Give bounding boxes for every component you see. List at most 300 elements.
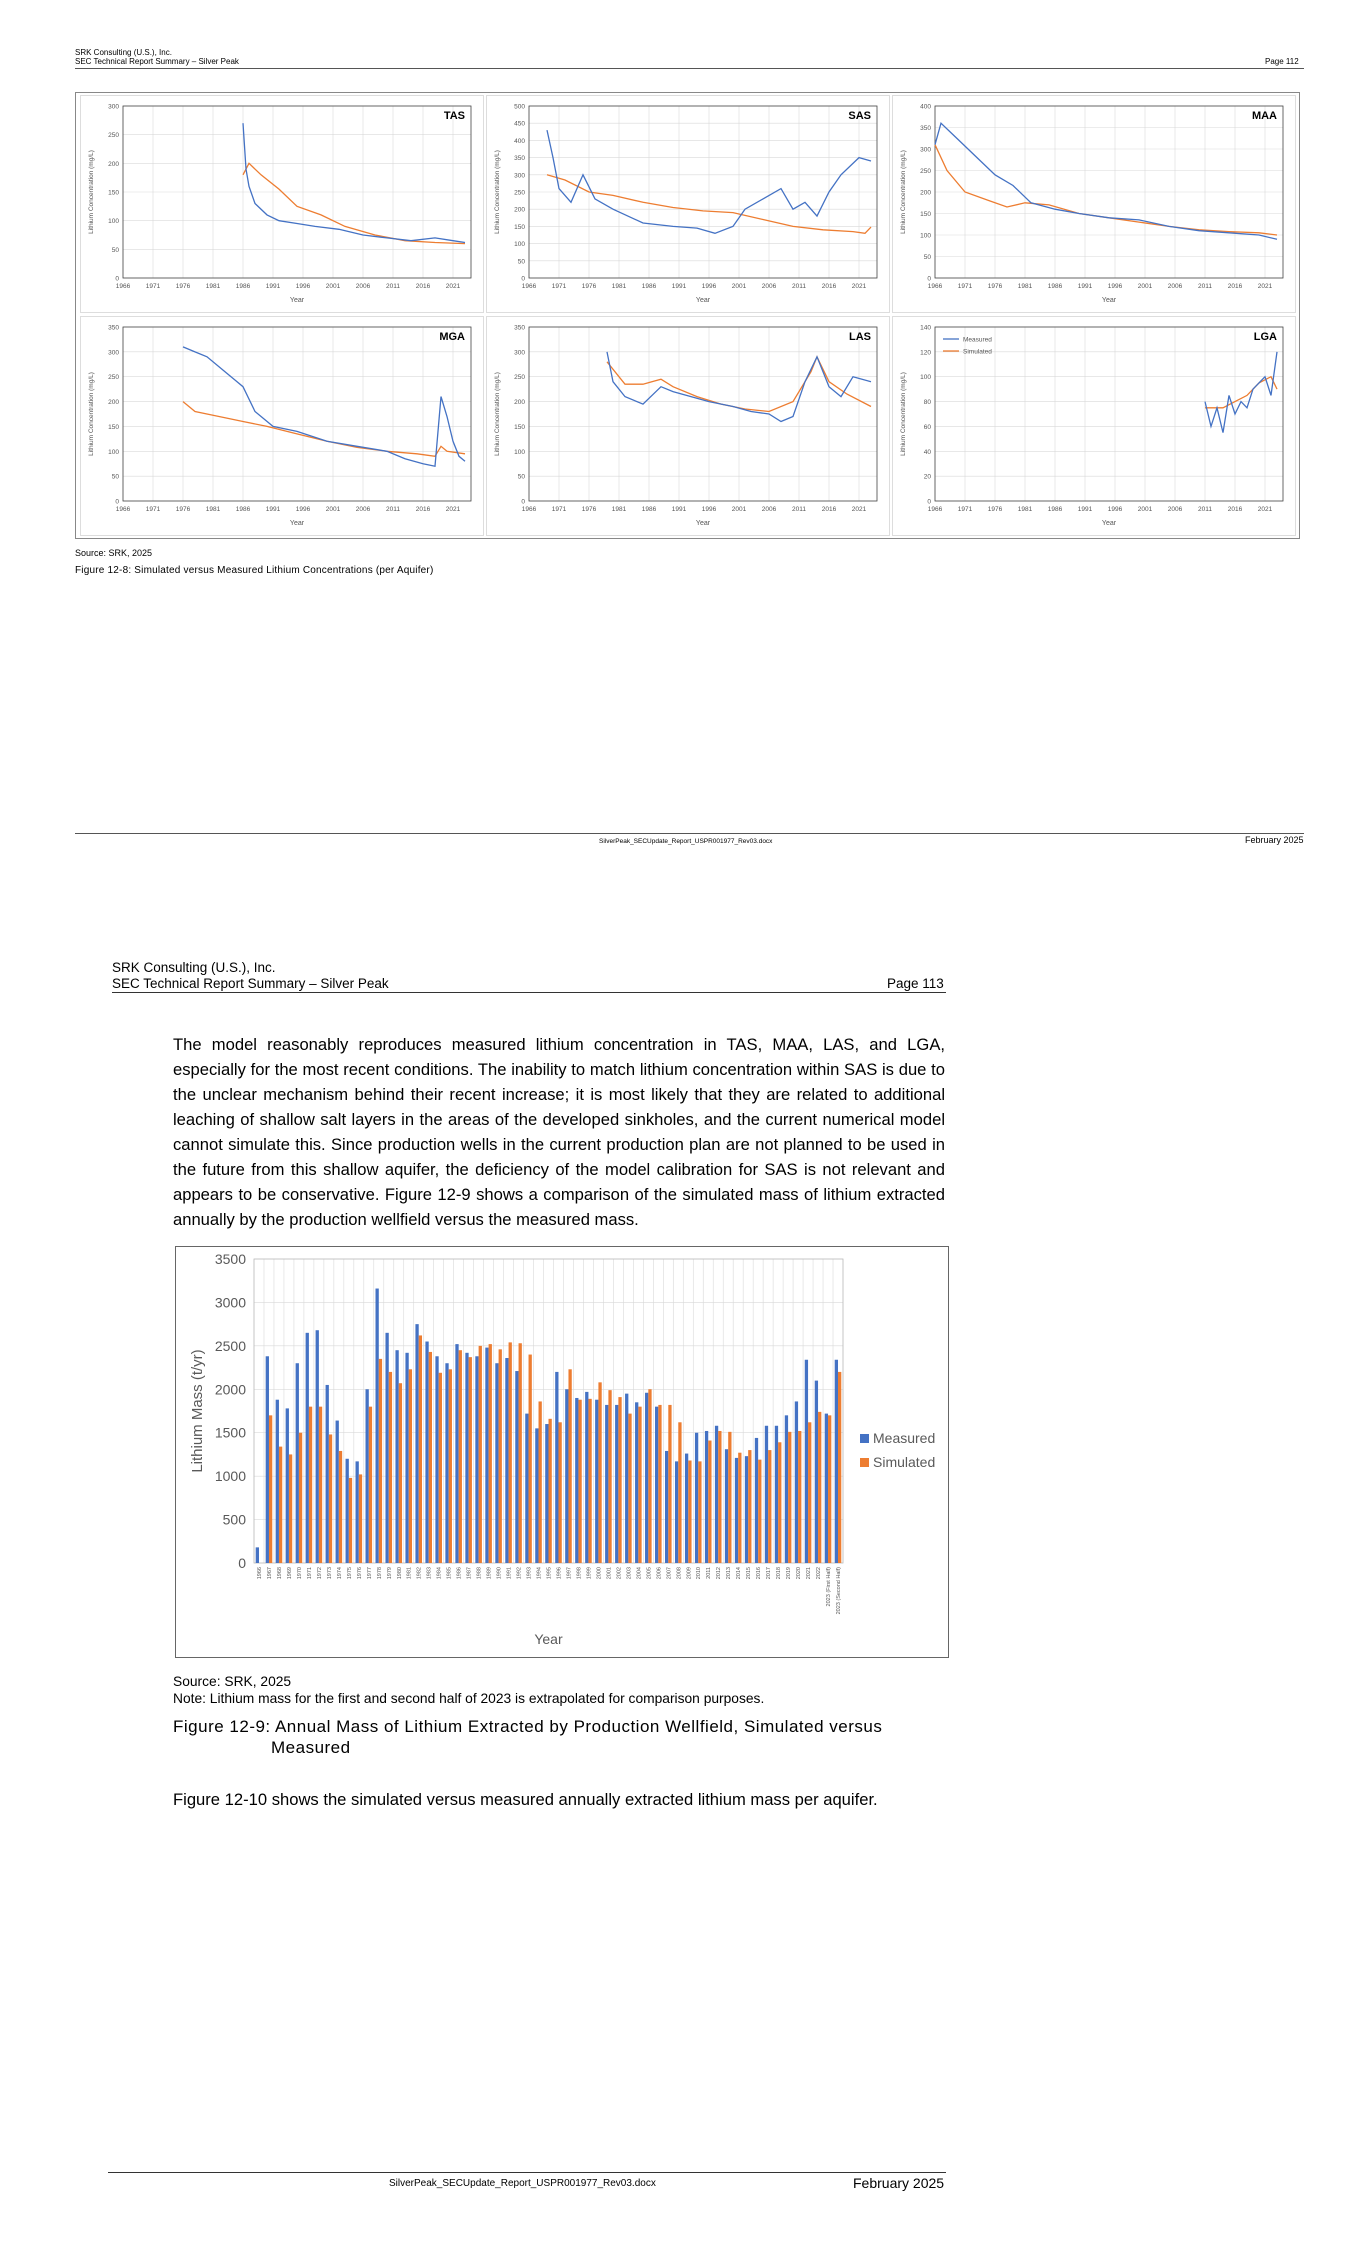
bar-simulated bbox=[479, 1346, 482, 1563]
y-tick-label: 80 bbox=[923, 399, 931, 407]
bar-simulated bbox=[409, 1369, 412, 1563]
bar-simulated bbox=[558, 1422, 561, 1563]
legend-measured-label: Measured bbox=[873, 1430, 936, 1446]
x-tick-label: 2021 bbox=[806, 1567, 813, 1580]
x-tick-label: 1970 bbox=[296, 1567, 303, 1580]
x-tick-label: 2021 bbox=[1257, 506, 1273, 513]
bar-measured bbox=[665, 1451, 668, 1563]
x-tick-label: 2009 bbox=[686, 1567, 693, 1580]
plot-frame bbox=[529, 327, 877, 501]
x-tick-label: 2011 bbox=[386, 283, 400, 290]
y-tick-label: 150 bbox=[514, 423, 525, 431]
x-tick-label: 1971 bbox=[957, 283, 973, 290]
bar-measured bbox=[346, 1459, 349, 1563]
bar-measured bbox=[475, 1356, 478, 1563]
x-tick-label: 1966 bbox=[115, 506, 131, 513]
x-tick-label: 2001 bbox=[731, 506, 747, 513]
y-tick-label: 50 bbox=[517, 473, 525, 481]
p1-header-report: SEC Technical Report Summary – Silver Peak bbox=[75, 57, 239, 66]
panel-maa-chart bbox=[893, 96, 1295, 312]
bar-simulated bbox=[788, 1432, 791, 1563]
bar-measured bbox=[825, 1414, 828, 1563]
bar-measured bbox=[535, 1428, 538, 1563]
simulated-series-line bbox=[935, 145, 1277, 235]
x-tick-label: 1995 bbox=[546, 1567, 553, 1580]
panel-title: MAA bbox=[1251, 110, 1277, 122]
x-tick-label: 1990 bbox=[496, 1567, 503, 1580]
bar-simulated bbox=[339, 1451, 342, 1563]
legend-simulated-label: Simulated bbox=[873, 1454, 936, 1470]
x-tick-label: 2001 bbox=[1137, 283, 1153, 290]
bar-measured bbox=[605, 1405, 608, 1563]
y-tick-label: 0 bbox=[115, 275, 119, 283]
x-axis-label: Year bbox=[695, 520, 711, 527]
bar-simulated bbox=[469, 1357, 472, 1563]
x-tick-label: 2012 bbox=[716, 1567, 723, 1580]
x-tick-label: 2011 bbox=[706, 1567, 713, 1579]
y-tick-label: 400 bbox=[514, 137, 525, 145]
y-tick-label: 100 bbox=[108, 218, 119, 226]
x-tick-label: 2008 bbox=[676, 1567, 683, 1580]
x-tick-label: 2005 bbox=[646, 1567, 653, 1580]
x-tick-label: 1991 bbox=[265, 506, 281, 513]
x-tick-label: 1991 bbox=[265, 283, 281, 290]
bar-simulated bbox=[718, 1431, 721, 1563]
bar-measured bbox=[316, 1330, 319, 1563]
bar-simulated bbox=[618, 1397, 621, 1563]
y-tick-label: 500 bbox=[514, 103, 525, 111]
x-tick-label: 1996 bbox=[701, 283, 717, 290]
bar-simulated bbox=[299, 1433, 302, 1563]
x-tick-label: 1986 bbox=[235, 506, 251, 513]
y-tick-label: 150 bbox=[108, 189, 119, 197]
y-tick-label: 450 bbox=[514, 120, 525, 128]
x-tick-label: 2011 bbox=[792, 506, 806, 513]
y-tick-label: 150 bbox=[920, 211, 931, 218]
bar-measured bbox=[835, 1360, 838, 1563]
bar-measured bbox=[405, 1353, 408, 1563]
bar-simulated bbox=[798, 1431, 801, 1563]
figure-12-8 bbox=[75, 92, 1300, 539]
y-tick-label: 250 bbox=[514, 374, 525, 382]
bar-measured bbox=[705, 1431, 708, 1563]
y-tick-label: 50 bbox=[517, 258, 525, 266]
x-tick-label: 2001 bbox=[1137, 506, 1153, 513]
bar-simulated bbox=[369, 1407, 372, 1563]
x-tick-label: 1987 bbox=[466, 1567, 473, 1580]
y-tick-label: 40 bbox=[923, 448, 931, 456]
x-tick-label: 1993 bbox=[526, 1567, 533, 1580]
x-tick-label: 1981 bbox=[611, 506, 627, 513]
x-axis-label: Year bbox=[695, 297, 711, 304]
bar-simulated bbox=[658, 1405, 661, 1563]
y-tick-label: 2000 bbox=[214, 1381, 246, 1398]
bar-measured bbox=[505, 1358, 508, 1563]
bar-measured bbox=[415, 1324, 418, 1563]
x-tick-label: 1971 bbox=[551, 283, 567, 290]
bar-measured bbox=[755, 1438, 758, 1563]
x-tick-label: 1981 bbox=[406, 1567, 413, 1580]
bar-simulated bbox=[459, 1350, 462, 1563]
bar-simulated bbox=[728, 1432, 731, 1563]
p2-footer-date: February 2025 bbox=[853, 2175, 945, 2191]
legend-measured-swatch bbox=[860, 1434, 869, 1443]
y-tick-label: 350 bbox=[920, 125, 931, 132]
bar-measured bbox=[465, 1353, 468, 1563]
bar-simulated bbox=[319, 1407, 322, 1563]
x-tick-label: 2001 bbox=[606, 1567, 613, 1580]
x-tick-label: 1978 bbox=[376, 1567, 383, 1580]
bar-measured bbox=[585, 1392, 588, 1563]
bar-measured bbox=[425, 1342, 428, 1563]
x-tick-label: 2014 bbox=[736, 1567, 743, 1580]
x-tick-label: 1976 bbox=[356, 1567, 363, 1580]
bar-measured bbox=[595, 1400, 598, 1563]
bar-measured bbox=[256, 1547, 259, 1563]
y-tick-label: 300 bbox=[108, 349, 119, 357]
y-tick-label: 100 bbox=[514, 448, 525, 456]
y-tick-label: 100 bbox=[920, 232, 931, 240]
bar-simulated bbox=[489, 1344, 492, 1563]
x-tick-label: 2022 bbox=[816, 1567, 823, 1580]
bar-measured bbox=[735, 1458, 738, 1563]
bar-simulated bbox=[509, 1342, 512, 1563]
bar-measured bbox=[276, 1400, 279, 1563]
x-tick-label: 2006 bbox=[355, 506, 371, 513]
p2-footer-rule bbox=[108, 2172, 946, 2173]
y-tick-label: 350 bbox=[514, 155, 525, 163]
bar-simulated bbox=[269, 1415, 272, 1563]
x-tick-label: 1982 bbox=[416, 1567, 423, 1580]
x-tick-label: 1976 bbox=[581, 506, 597, 513]
bar-simulated bbox=[698, 1461, 701, 1563]
y-tick-label: 60 bbox=[923, 423, 931, 431]
panel-title: SAS bbox=[848, 110, 871, 122]
bar-measured bbox=[495, 1363, 498, 1563]
x-tick-label: 1966 bbox=[115, 283, 131, 290]
x-tick-label: 2021 bbox=[851, 283, 867, 290]
panel-tas bbox=[80, 95, 484, 313]
x-tick-label: 1991 bbox=[506, 1567, 513, 1580]
y-tick-label: 300 bbox=[108, 103, 119, 111]
bar-measured bbox=[815, 1381, 818, 1563]
x-tick-label: 1974 bbox=[336, 1567, 343, 1580]
y-tick-label: 0 bbox=[927, 498, 931, 506]
x-tick-label: 2023 (First Half) bbox=[826, 1567, 833, 1607]
x-tick-label: 2023 (Second Half) bbox=[836, 1567, 843, 1615]
bar-measured bbox=[655, 1407, 658, 1563]
p2-source: Source: SRK, 2025 bbox=[173, 1674, 292, 1689]
bar-measured bbox=[525, 1414, 528, 1563]
bar-measured bbox=[395, 1350, 398, 1563]
x-tick-label: 2021 bbox=[851, 506, 867, 513]
bar-simulated bbox=[359, 1474, 362, 1563]
bar-simulated bbox=[808, 1422, 811, 1563]
p2-caption-line2: Measured bbox=[271, 1738, 351, 1757]
bar-measured bbox=[785, 1415, 788, 1563]
x-tick-label: 1996 bbox=[1107, 283, 1123, 290]
plot-frame bbox=[123, 327, 471, 501]
y-axis-label: Lithium Concentration (mg/L) bbox=[900, 150, 907, 234]
bar-measured bbox=[615, 1405, 618, 1563]
y-tick-label: 250 bbox=[108, 374, 119, 382]
bar-simulated bbox=[349, 1478, 352, 1563]
p2-header-report: SEC Technical Report Summary – Silver Peak bbox=[112, 976, 389, 991]
x-tick-label: 1985 bbox=[446, 1567, 453, 1580]
x-tick-label: 1981 bbox=[205, 506, 221, 513]
x-tick-label: 2011 bbox=[1198, 506, 1212, 513]
bar-simulated bbox=[419, 1335, 422, 1563]
x-tick-label: 2017 bbox=[766, 1567, 773, 1580]
y-tick-label: 300 bbox=[514, 172, 525, 180]
bar-measured bbox=[485, 1348, 488, 1563]
y-tick-label: 50 bbox=[111, 473, 119, 481]
bar-measured bbox=[336, 1421, 339, 1563]
y-tick-label: 350 bbox=[514, 324, 525, 332]
y-axis-label: Lithium Concentration (mg/L) bbox=[494, 372, 501, 456]
x-tick-label: 1966 bbox=[927, 506, 943, 513]
x-tick-label: 1967 bbox=[266, 1567, 273, 1580]
x-tick-label: 1991 bbox=[1077, 506, 1093, 513]
bar-simulated bbox=[279, 1447, 282, 1563]
x-tick-label: 2020 bbox=[796, 1567, 803, 1580]
x-tick-label: 1966 bbox=[256, 1567, 263, 1580]
x-tick-label: 2016 bbox=[1227, 506, 1243, 513]
y-tick-label: 0 bbox=[115, 498, 119, 506]
measured-series-line bbox=[243, 123, 465, 242]
x-tick-label: 2016 bbox=[415, 506, 431, 513]
x-tick-label: 2001 bbox=[325, 283, 341, 290]
x-tick-label: 1997 bbox=[566, 1567, 573, 1580]
bar-measured bbox=[685, 1454, 688, 1563]
y-tick-label: 0 bbox=[521, 275, 525, 283]
y-tick-label: 200 bbox=[920, 189, 931, 197]
x-tick-label: 2003 bbox=[626, 1567, 633, 1580]
x-axis-label: Year bbox=[534, 1631, 563, 1647]
y-tick-label: 120 bbox=[920, 349, 931, 357]
x-tick-label: 1986 bbox=[456, 1567, 463, 1580]
measured-series-line bbox=[1205, 352, 1277, 433]
x-tick-label: 2021 bbox=[1257, 283, 1273, 290]
panel-sas bbox=[486, 95, 890, 313]
x-tick-label: 1966 bbox=[521, 506, 537, 513]
p2-paragraph-2: Figure 12-10 shows the simulated versus measured annually extracted lithium mass per aquifer. bbox=[173, 1790, 878, 1809]
p2-note: Note: Lithium mass for the first and second half of 2023 is extrapolated for comparison purposes. bbox=[173, 1691, 765, 1706]
x-tick-label: 2001 bbox=[325, 506, 341, 513]
p1-footer-rule bbox=[75, 833, 1304, 834]
y-tick-label: 400 bbox=[920, 103, 931, 111]
x-tick-label: 2016 bbox=[821, 506, 837, 513]
bar-simulated bbox=[818, 1412, 821, 1563]
bar-simulated bbox=[688, 1461, 691, 1563]
y-tick-label: 500 bbox=[222, 1511, 246, 1528]
y-tick-label: 200 bbox=[108, 399, 119, 407]
y-tick-label: 300 bbox=[920, 146, 931, 154]
bar-measured bbox=[366, 1389, 369, 1563]
x-tick-label: 1996 bbox=[1107, 506, 1123, 513]
y-tick-label: 0 bbox=[927, 275, 931, 283]
bar-measured bbox=[635, 1402, 638, 1563]
panel-mga-chart bbox=[81, 317, 483, 535]
bar-measured bbox=[435, 1356, 438, 1563]
y-axis-label: Lithium Concentration (mg/L) bbox=[88, 372, 95, 456]
bar-measured bbox=[775, 1426, 778, 1563]
x-tick-label: 1986 bbox=[1047, 506, 1063, 513]
p1-caption: Figure 12-8: Simulated versus Measured Lithium Concentrations (per Aquifer) bbox=[75, 565, 434, 576]
x-tick-label: 2011 bbox=[386, 506, 400, 513]
bar-simulated bbox=[708, 1441, 711, 1563]
panel-title: MGA bbox=[439, 331, 465, 343]
bar-measured bbox=[695, 1433, 698, 1563]
y-tick-label: 150 bbox=[514, 223, 525, 231]
p2-caption-line1: Figure 12-9: Annual Mass of Lithium Extracted by Production Wellfield, Simulated versus bbox=[173, 1717, 883, 1736]
y-tick-label: 0 bbox=[521, 498, 525, 506]
x-tick-label: 1975 bbox=[346, 1567, 353, 1580]
x-tick-label: 2000 bbox=[596, 1567, 603, 1580]
figure-12-9 bbox=[175, 1246, 949, 1658]
panel-lga bbox=[892, 316, 1296, 536]
legend-measured-label: Measured bbox=[963, 336, 992, 344]
panel-tas-chart bbox=[81, 96, 483, 312]
y-tick-label: 3000 bbox=[214, 1294, 246, 1311]
x-tick-label: 2011 bbox=[1198, 283, 1212, 290]
panel-maa bbox=[892, 95, 1296, 313]
x-tick-label: 2006 bbox=[761, 506, 777, 513]
x-tick-label: 2002 bbox=[616, 1567, 623, 1580]
x-tick-label: 1968 bbox=[276, 1567, 283, 1580]
x-tick-label: 2006 bbox=[656, 1567, 663, 1580]
panel-las-chart bbox=[487, 317, 889, 535]
x-tick-label: 1994 bbox=[536, 1567, 543, 1580]
x-tick-label: 1981 bbox=[1017, 283, 1033, 290]
bar-simulated bbox=[608, 1390, 611, 1563]
y-tick-label: 100 bbox=[920, 374, 931, 382]
bar-measured bbox=[555, 1372, 558, 1563]
bar-simulated bbox=[588, 1399, 591, 1563]
x-tick-label: 2016 bbox=[821, 283, 837, 290]
bar-measured bbox=[375, 1289, 378, 1563]
bar-measured bbox=[805, 1360, 808, 1563]
x-tick-label: 1969 bbox=[286, 1567, 293, 1580]
x-tick-label: 1983 bbox=[426, 1567, 433, 1580]
bar-simulated bbox=[828, 1415, 831, 1563]
y-tick-label: 300 bbox=[514, 349, 525, 357]
x-tick-label: 1976 bbox=[175, 283, 191, 290]
y-tick-label: 1500 bbox=[214, 1424, 246, 1441]
p2-footer-file: SilverPeak_SECUpdate_Report_USPR001977_Rev03.docx bbox=[389, 2178, 656, 2189]
y-tick-label: 250 bbox=[514, 189, 525, 197]
bar-simulated bbox=[399, 1383, 402, 1563]
x-tick-label: 1981 bbox=[1017, 506, 1033, 513]
p1-footer-file: SilverPeak_SECUpdate_Report_USPR001977_Rev03.docx bbox=[599, 838, 773, 845]
bar-measured bbox=[645, 1393, 648, 1563]
bar-simulated bbox=[678, 1422, 681, 1563]
bar-simulated bbox=[309, 1407, 312, 1563]
bar-measured bbox=[296, 1363, 299, 1563]
bar-measured bbox=[515, 1371, 518, 1563]
p2-header-company: SRK Consulting (U.S.), Inc. bbox=[112, 960, 276, 975]
y-tick-label: 350 bbox=[108, 324, 119, 332]
bar-simulated bbox=[329, 1434, 332, 1563]
bar-measured bbox=[356, 1461, 359, 1563]
x-tick-label: 2007 bbox=[666, 1567, 673, 1580]
x-tick-label: 1991 bbox=[671, 506, 687, 513]
bar-simulated bbox=[389, 1372, 392, 1563]
x-tick-label: 2006 bbox=[355, 283, 371, 290]
x-tick-label: 1999 bbox=[586, 1567, 593, 1580]
bar-measured bbox=[725, 1449, 728, 1563]
bar-simulated bbox=[519, 1343, 522, 1563]
bar-measured bbox=[575, 1398, 578, 1563]
bar-simulated bbox=[429, 1352, 432, 1563]
bar-simulated bbox=[289, 1454, 292, 1563]
bar-measured bbox=[545, 1424, 548, 1563]
y-tick-label: 20 bbox=[923, 473, 931, 481]
x-tick-label: 2015 bbox=[746, 1567, 753, 1580]
x-tick-label: 2001 bbox=[731, 283, 747, 290]
p1-source: Source: SRK, 2025 bbox=[75, 548, 153, 558]
x-tick-label: 2006 bbox=[761, 283, 777, 290]
y-tick-label: 1000 bbox=[214, 1468, 246, 1485]
bar-simulated bbox=[598, 1382, 601, 1563]
x-tick-label: 2006 bbox=[1167, 283, 1183, 290]
x-tick-label: 2016 bbox=[1227, 283, 1243, 290]
p2-header-rule bbox=[112, 992, 946, 993]
y-tick-label: 100 bbox=[514, 241, 525, 249]
p2-paragraph-1: The model reasonably reproduces measured lithium concentration in TAS, MAA, LAS, and LGA, especially for the most recent conditions. The inability to match lithium concentration within SAS is due to the unclear mechanism behind their recent increase; it is most likely that they are related to additional leaching of shallow salt layers in the areas of the developed sinkholes, and the current numerical model cannot simulate this. Since production wells in the current production plan are not planned to be used in the future from this shallow aquifer, the deficiency of the model calibration for SAS is not relevant and appears to be conservative. Figure 12-9 shows a comparison of the simulated mass of lithium extracted annually by the production wellfield versus the measured mass. bbox=[173, 1035, 945, 1229]
x-tick-label: 1966 bbox=[927, 283, 943, 290]
y-tick-label: 200 bbox=[108, 160, 119, 168]
y-tick-label: 150 bbox=[108, 423, 119, 431]
bar-measured bbox=[765, 1426, 768, 1563]
panel-title: TAS bbox=[443, 110, 465, 122]
y-tick-label: 2500 bbox=[214, 1337, 246, 1354]
p1-header-page: Page 112 bbox=[1265, 57, 1299, 66]
bar-measured bbox=[625, 1394, 628, 1563]
legend-simulated-label: Simulated bbox=[963, 348, 992, 356]
bar-measured bbox=[795, 1401, 798, 1563]
x-tick-label: 2004 bbox=[636, 1567, 643, 1580]
x-tick-label: 2011 bbox=[792, 283, 806, 290]
y-axis-label: Lithium Mass (t/yr) bbox=[189, 1349, 206, 1473]
bar-measured bbox=[455, 1344, 458, 1563]
panel-las bbox=[486, 316, 890, 536]
bar-measured bbox=[326, 1385, 329, 1563]
x-tick-label: 1998 bbox=[576, 1567, 583, 1580]
lithium-mass-bar-chart bbox=[176, 1247, 948, 1657]
x-tick-label: 1986 bbox=[1047, 283, 1063, 290]
legend-simulated-swatch bbox=[860, 1458, 869, 1467]
x-tick-label: 2021 bbox=[445, 283, 461, 290]
x-tick-label: 2010 bbox=[696, 1567, 703, 1580]
x-tick-label: 2013 bbox=[726, 1567, 733, 1580]
bar-simulated bbox=[529, 1355, 532, 1563]
bar-simulated bbox=[568, 1369, 571, 1563]
x-tick-label: 1989 bbox=[486, 1567, 493, 1580]
x-tick-label: 1984 bbox=[436, 1567, 443, 1580]
p1-header-rule bbox=[75, 68, 1304, 69]
x-tick-label: 1976 bbox=[175, 506, 191, 513]
x-tick-label: 1988 bbox=[476, 1567, 483, 1580]
x-tick-label: 1976 bbox=[987, 283, 1003, 290]
bar-simulated bbox=[638, 1407, 641, 1563]
bar-simulated bbox=[628, 1414, 631, 1563]
x-tick-label: 1991 bbox=[1077, 283, 1093, 290]
x-tick-label: 2016 bbox=[756, 1567, 763, 1580]
x-axis-label: Year bbox=[1101, 297, 1117, 304]
x-tick-label: 1996 bbox=[295, 506, 311, 513]
x-tick-label: 1981 bbox=[205, 283, 221, 290]
